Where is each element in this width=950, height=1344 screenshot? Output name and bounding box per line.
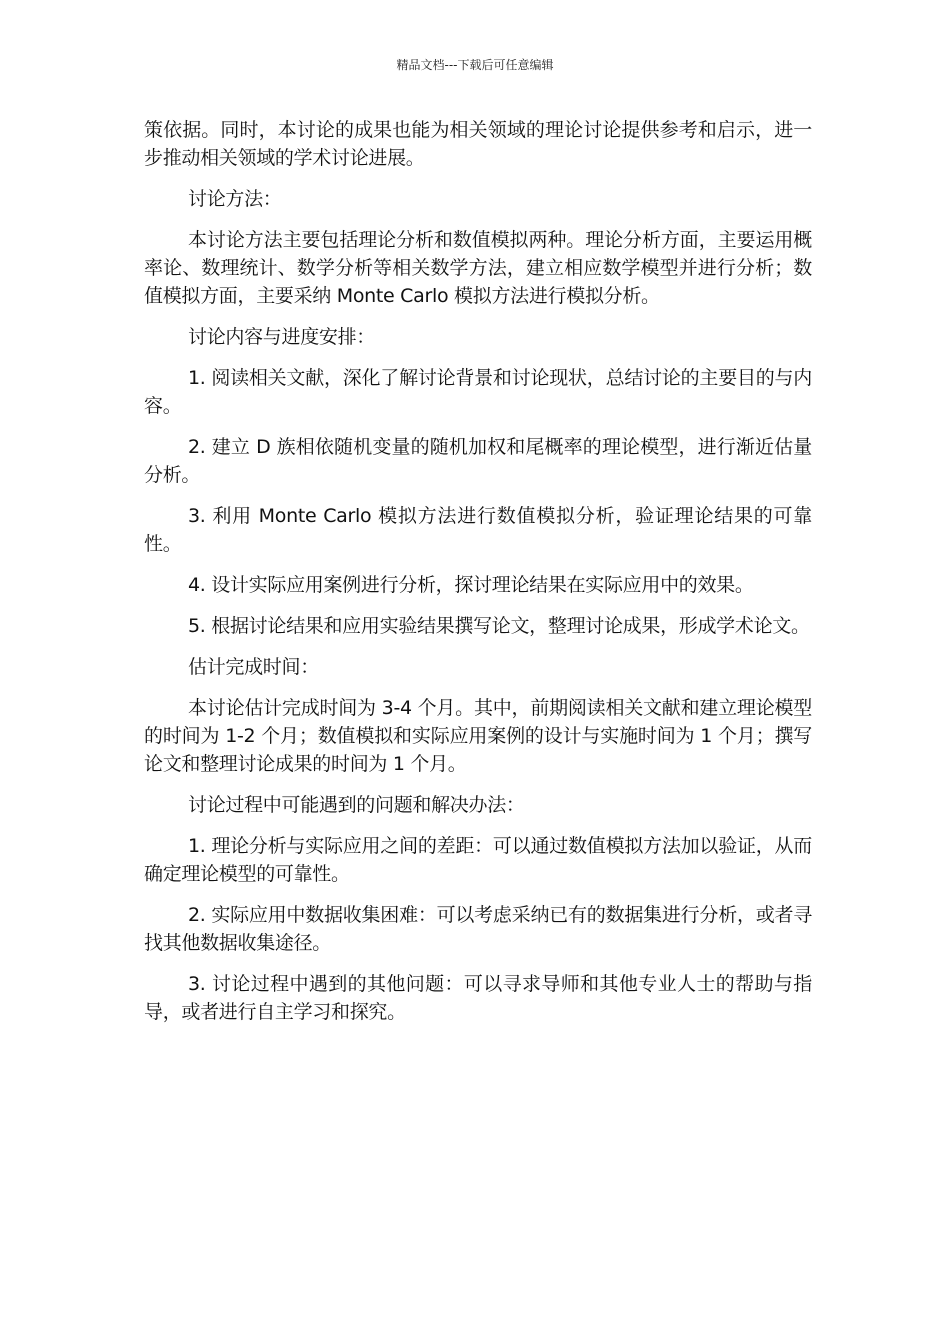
list-item-schedule-5: 5. 根据讨论结果和应用实验结果撰写论文，整理讨论成果，形成学术论文。	[188, 615, 810, 637]
list-item-schedule-2: 2. 建立 D 族相依随机变量的随机加权和尾概率的理论模型，进行渐近估量分析。	[144, 436, 812, 486]
paragraph-completion-time: 本讨论估计完成时间为 3-4 个月。其中，前期阅读相关文献和建立理论模型的时间为 1-2 个月；数值模拟和实际应用案例的设计与实施时间为 1 个月；撰写论文和整理讨论成果的时间为 1 个月。	[144, 697, 812, 775]
section-heading-method: 讨论方法：	[188, 188, 282, 210]
list-item-schedule-4: 4. 设计实际应用案例进行分析，探讨理论结果在实际应用中的效果。	[188, 574, 754, 596]
page-header: 精品文档---下载后可任意编辑	[396, 58, 554, 72]
section-heading-completion-time: 估计完成时间：	[188, 656, 319, 678]
list-item-schedule-3: 3. 利用 Monte Carlo 模拟方法进行数值模拟分析，验证理论结果的可靠性。	[144, 505, 812, 555]
list-item-problem-3: 3. 讨论过程中遇到的其他问题：可以寻求导师和其他专业人士的帮助与指导，或者进行自主学习和探究。	[144, 973, 812, 1023]
list-item-schedule-1: 1. 阅读相关文献，深化了解讨论背景和讨论现状，总结讨论的主要目的与内容。	[144, 367, 812, 417]
list-item-problem-2: 2. 实际应用中数据收集困难：可以考虑采纳已有的数据集进行分析，或者寻找其他数据收集途径。	[144, 904, 812, 954]
document-body	[144, 116, 812, 1039]
section-heading-content-schedule: 讨论内容与进度安排：	[188, 326, 376, 348]
section-heading-problems: 讨论过程中可能遇到的问题和解决办法：	[188, 794, 525, 816]
paragraph-method: 本讨论方法主要包括理论分析和数值模拟两种。理论分析方面，主要运用概率论、数理统计、数学分析等相关数学方法，建立相应数学模型并进行分析；数值模拟方面，主要采纳 Monte Carlo 模拟方法进行模拟分析。	[144, 229, 812, 307]
list-item-problem-1: 1. 理论分析与实际应用之间的差距：可以通过数值模拟方法加以验证，从而确定理论模型的可靠性。	[144, 835, 812, 885]
paragraph-continuation: 策依据。同时，本讨论的成果也能为相关领域的理论讨论提供参考和启示，进一步推动相关领域的学术讨论进展。	[144, 119, 812, 169]
